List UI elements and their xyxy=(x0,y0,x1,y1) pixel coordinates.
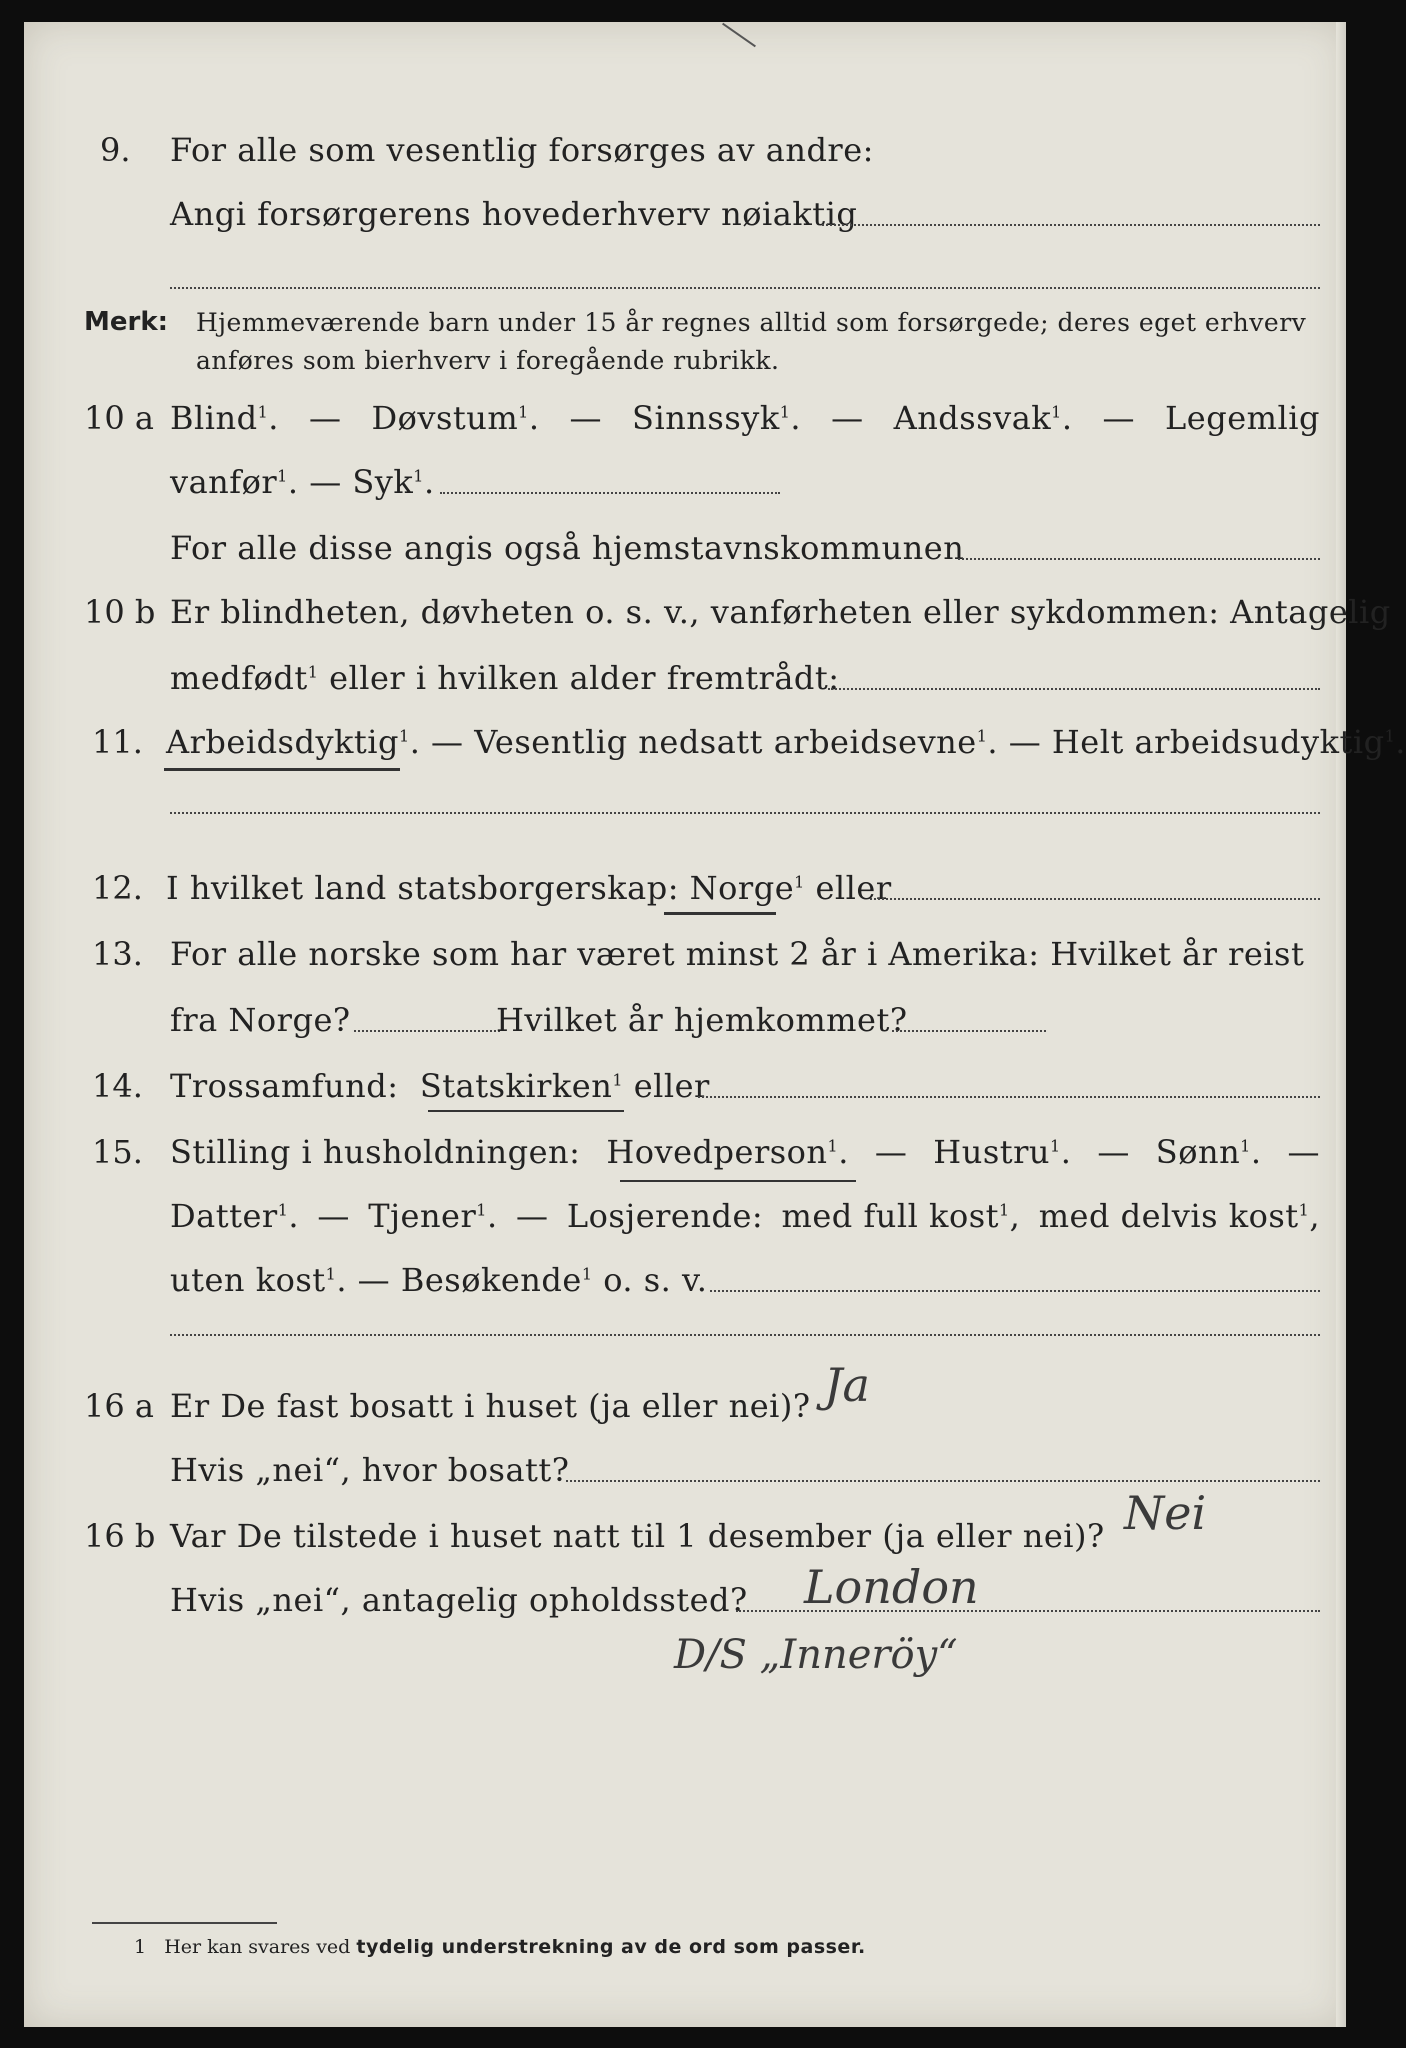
q13-line1: For alle norske som har været minst 2 år i Amerika: Hvilket år reist xyxy=(170,935,1305,973)
option-andssvak[interactable]: Andssvak$^1$. xyxy=(893,399,1073,437)
dash: — xyxy=(308,399,342,437)
option-hustru[interactable]: Hustru$^1$. xyxy=(933,1133,1072,1171)
q12-answer-field[interactable] xyxy=(870,898,1320,900)
census-form-page xyxy=(24,22,1406,2027)
option-uten-kost[interactable]: uten kost$^1$. xyxy=(170,1261,347,1299)
q15-line3: uten kost$^1$. — Besøkende$^1$ o. s. v. xyxy=(170,1261,708,1299)
q13-number: 13. xyxy=(92,935,143,973)
option-udyktig[interactable]: Helt arbeidsudyktig$^1$. xyxy=(1051,723,1406,761)
q16b-hvis: Hvis „nei“, antagelig opholdssted? xyxy=(170,1581,748,1619)
q16a-number: 16 a xyxy=(84,1387,154,1425)
dash: — xyxy=(831,399,864,437)
q9-answer-field-2[interactable] xyxy=(170,287,1320,289)
q16a-handwritten-answer: Ja xyxy=(824,1358,870,1412)
underline-arbeidsdyktig xyxy=(164,768,400,771)
option-syk[interactable]: Syk$^1$. xyxy=(352,463,435,501)
option-statskirken[interactable]: Statskirken xyxy=(419,1067,613,1105)
q14-number: 14. xyxy=(92,1067,143,1105)
q15-number: 15. xyxy=(92,1133,143,1171)
q10a-line2: vanfør$^1$. — Syk$^1$. xyxy=(170,463,435,501)
footnote: 1 Her kan svares ved tydelig understrekning av de ord som passer. xyxy=(134,1936,866,1958)
underline-statskirken xyxy=(428,1110,624,1112)
option-vanfor[interactable]: vanfør$^1$. xyxy=(170,463,299,501)
q12-number: 12. xyxy=(92,869,143,907)
q9-number: 9. xyxy=(100,131,131,169)
q10b-line1: Er blindheten, døvheten o. s. v., vanførheten eller sykdommen: Antagelig xyxy=(170,593,1391,631)
option-norge[interactable]: Norge xyxy=(689,869,795,907)
option-nedsatt[interactable]: Vesentlig nedsatt arbeidsevne$^1$. xyxy=(474,723,999,761)
option-sinnssyk[interactable]: Sinnssyk$^1$. xyxy=(632,399,802,437)
q13-hjemkommet: Hvilket år hjemkommet? xyxy=(496,1001,908,1039)
merk-label: Merk: xyxy=(84,307,169,337)
q15-line1: Stilling i husholdningen: Hovedperson$^1$. — Hustru$^1$. — Sønn$^1$. — xyxy=(170,1133,1320,1171)
q11-line: Arbeidsdyktig$^1$. — Vesentlig nedsatt arbeidsevne$^1$. — Helt arbeidsudyktig$^1$. xyxy=(166,723,1406,761)
option-blind[interactable]: Blind$^1$. xyxy=(170,399,279,437)
q10b-number: 10 b xyxy=(84,593,156,631)
q16a-hvis: Hvis „nei“, hvor bosatt? xyxy=(170,1451,570,1489)
q10b-line2: medfødt$^1$ eller i hvilken alder fremtrådt: xyxy=(170,659,840,697)
q11-answer-field[interactable] xyxy=(170,812,1320,814)
underline-norge xyxy=(664,912,776,915)
q11-number: 11. xyxy=(92,723,143,761)
q16b-handwritten-ship: D/S „Inneröy“ xyxy=(674,1632,958,1678)
q15-answer-field[interactable] xyxy=(710,1290,1320,1292)
option-full-kost[interactable]: med full kost$^1$, xyxy=(781,1197,1021,1235)
q9-line2: Angi forsørgerens hovederhverv nøiaktig xyxy=(170,195,858,233)
q16b-handwritten-place: London xyxy=(804,1560,979,1614)
option-datter[interactable]: Datter$^1$. xyxy=(170,1197,300,1235)
merk-line1: Hjemmeværende barn under 15 år regnes alltid som forsørgede; deres eget erhverv xyxy=(196,308,1307,337)
q10a-line3: For alle disse angis også hjemstavnskommunen xyxy=(170,529,965,567)
q15-line2: Datter$^1$. — Tjener$^1$. — Losjerende: med full kost$^1$, med delvis kost$^1$, xyxy=(170,1197,1320,1235)
option-hovedperson[interactable]: Hovedperson$^1$. xyxy=(606,1133,849,1171)
q16b-handwritten-answer: Nei xyxy=(1124,1486,1207,1540)
underline-hovedperson xyxy=(620,1180,856,1182)
q16b-number: 16 b xyxy=(84,1517,156,1555)
q10a-line1 xyxy=(170,398,1320,438)
q9-line1: For alle som vesentlig forsørges av andre: xyxy=(170,131,874,169)
page-edge xyxy=(1336,22,1346,2027)
q13-hjemkommet-field[interactable] xyxy=(892,1030,1046,1032)
q14-answer-field[interactable] xyxy=(698,1096,1320,1098)
option-besokende[interactable]: Besøkende$^1$ xyxy=(400,1261,593,1299)
option-sonn[interactable]: Sønn$^1$. xyxy=(1155,1133,1262,1171)
q16b-question: Var De tilstede i huset natt til 1 desember (ja eller nei)? xyxy=(170,1517,1105,1555)
option-legemlig[interactable]: Legemlig xyxy=(1165,399,1320,437)
q10a-kommune-field[interactable] xyxy=(958,558,1320,560)
pen-mark xyxy=(722,23,756,48)
footnote-rule xyxy=(92,1922,277,1924)
q9-answer-field[interactable] xyxy=(822,224,1320,226)
q13-reist-field[interactable] xyxy=(354,1030,500,1032)
dash: — xyxy=(1102,399,1136,437)
dash: — xyxy=(569,399,603,437)
q15-answer-field-2[interactable] xyxy=(170,1334,1320,1336)
q14-line: Trossamfund: Statskirken$^1$ eller xyxy=(170,1067,710,1105)
q12-line: I hvilket land statsborgerskap: Norge$^1$ eller xyxy=(166,869,892,907)
option-arbeidsdyktig[interactable]: Arbeidsdyktig$^1$. xyxy=(166,723,421,761)
merk-line2: anføres som bierhverv i foregående rubrikk. xyxy=(196,346,780,375)
q10a-answer-field[interactable] xyxy=(440,492,780,494)
option-delvis-kost[interactable]: med delvis kost$^1$, xyxy=(1038,1197,1320,1235)
option-dovstum[interactable]: Døvstum$^1$. xyxy=(371,399,540,437)
q16a-question: Er De fast bosatt i huset (ja eller nei)? xyxy=(170,1387,811,1425)
q16a-bosatt-field[interactable] xyxy=(566,1480,1320,1482)
q10b-answer-field[interactable] xyxy=(828,688,1320,690)
q10a-number: 10 a xyxy=(84,399,154,437)
q13-fra-norge: fra Norge? xyxy=(170,1001,351,1039)
option-tjener[interactable]: Tjener$^1$. xyxy=(368,1197,498,1235)
